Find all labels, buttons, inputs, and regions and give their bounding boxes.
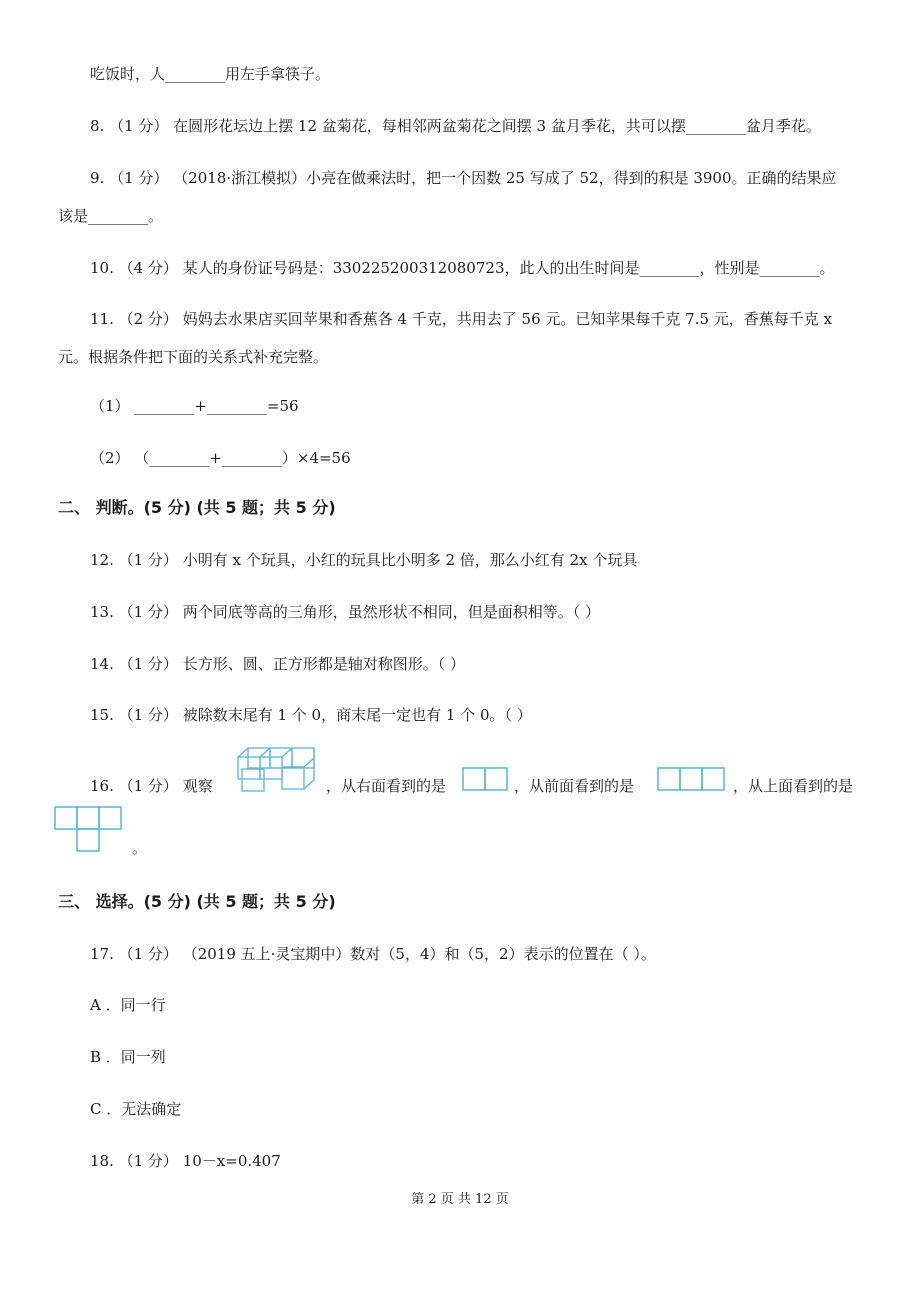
- question-17-option-c: C ．无法确定: [90, 1100, 182, 1118]
- question-16-top-view-label: ，从上面看到的是: [733, 777, 854, 795]
- question-18: 18. （1 分） 10－x=0.407: [90, 1152, 281, 1170]
- question-15: 15. （1 分） 被除数末尾有 1 个 0，商末尾一定也有 1 个 0。（ ）: [90, 706, 532, 724]
- question-17-option-b: B ．同一列: [90, 1048, 166, 1066]
- front-view-figure: [657, 767, 729, 791]
- question-8: 8. （1 分） 在圆形花坛边上摆 12 盆菊花，每相邻两盆菊花之间摆 3 盆月季花，共可以摆________盆月季花。: [90, 117, 821, 135]
- section-3-heading: 三、 选择。(5 分) (共 5 题；共 5 分): [58, 892, 336, 911]
- question-16-end: 。: [132, 839, 148, 857]
- question-16-front-view-label: ，从前面看到的是: [514, 777, 635, 795]
- cube-stack-figure: [236, 745, 322, 793]
- q7-continuation: 吃饭时，人________用左手拿筷子。: [90, 65, 331, 83]
- question-9-line1: 9. （1 分） （2018·浙江模拟）小亮在做乘法时，把一个因数 25 写成了 52，得到的积是 3900。正确的结果应: [90, 169, 837, 187]
- question-17: 17. （1 分） （2019 五上·灵宝期中）数对（5，4）和（5，2）表示的位置在（ ）。: [90, 945, 656, 963]
- question-16-right-view-label: ，从右面看到的是: [326, 777, 447, 795]
- question-9-line2: 该是________。: [58, 207, 164, 225]
- question-11-line1: 11. （2 分） 妈妈去水果店买回苹果和香蕉各 4 千克，共用去了 56 元。已知苹果每千克 7.5 元，香蕉每千克 x: [90, 310, 833, 328]
- section-2-heading: 二、 判断。(5 分) (共 5 题；共 5 分): [58, 498, 336, 517]
- question-11-sub2: （2） （________+________）×4=56: [90, 449, 351, 467]
- question-11-sub1: （1） ________+________=56: [90, 397, 299, 415]
- top-view-figure: [54, 806, 126, 854]
- right-view-figure: [462, 767, 510, 791]
- question-12: 12. （1 分） 小明有 x 个玩具，小红的玩具比小明多 2 倍，那么小红有 2x 个玩具: [90, 551, 638, 569]
- question-11-line2: 元。根据条件把下面的关系式补充完整。: [58, 348, 329, 366]
- question-17-option-a: A ．同一行: [90, 996, 166, 1014]
- page-footer: 第 2 页 共 12 页: [411, 1192, 509, 1207]
- question-14: 14. （1 分） 长方形、圆、正方形都是轴对称图形。（ ）: [90, 655, 465, 673]
- question-13: 13. （1 分） 两个同底等高的三角形，虽然形状不相同，但是面积相等。（ ）: [90, 603, 600, 621]
- question-10: 10. （4 分） 某人的身份证号码是：330225200312080723，此人的出生时间是________，性别是________。: [90, 259, 835, 277]
- question-16-lead: 16. （1 分） 观察: [90, 777, 213, 795]
